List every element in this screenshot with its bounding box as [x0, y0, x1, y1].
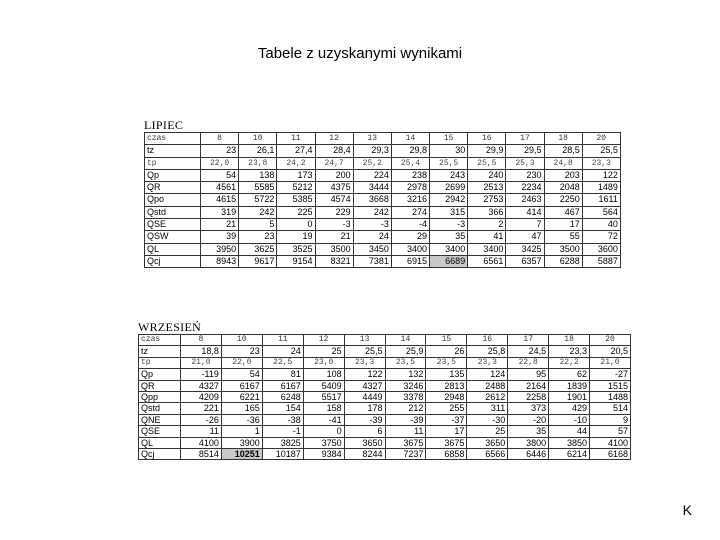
table-row [145, 255, 621, 267]
table-cell: 23,8 [239, 157, 277, 169]
table-cell: 22,2 [549, 357, 590, 368]
table-cell: 221 [181, 403, 222, 414]
table-cell: 3216 [391, 194, 429, 206]
table-cell: 23,3 [549, 346, 590, 357]
table-cell: 2942 [430, 194, 468, 206]
table-cell: 2234 [506, 182, 544, 194]
table-cell: 24 [262, 346, 303, 357]
table-row [139, 346, 631, 357]
header-cell: 18 [544, 133, 582, 145]
table-cell: 24,8 [544, 157, 582, 169]
table-cell: 17 [426, 426, 467, 437]
table-cell: 3850 [549, 437, 590, 448]
table-cell: 240 [468, 169, 506, 181]
header-cell: 11 [262, 335, 303, 346]
table-cell: 3425 [506, 243, 544, 255]
table-cell: 22,0 [221, 357, 262, 368]
table-cell: 373 [508, 403, 549, 414]
table-cell: 25,5 [582, 145, 620, 157]
table-cell: 7 [506, 219, 544, 231]
table-row [145, 157, 621, 169]
table-row [139, 414, 631, 425]
table-cell: 4574 [315, 194, 353, 206]
table-cell: 1611 [582, 194, 620, 206]
table-cell: 514 [590, 403, 631, 414]
table-cell: 3800 [508, 437, 549, 448]
table-cell: 21 [315, 231, 353, 243]
table-cell: 10251 [221, 449, 262, 460]
table-cell: 6248 [262, 392, 303, 403]
table-cell: 4375 [315, 182, 353, 194]
table-cell: 2250 [544, 194, 582, 206]
row-label: Qpp [139, 392, 181, 403]
table-cell: 3525 [277, 243, 315, 255]
table-cell: 2488 [467, 380, 508, 391]
table-cell: 6167 [262, 380, 303, 391]
table-cell: 25,2 [353, 157, 391, 169]
table-cell: 132 [385, 369, 426, 380]
header-cell: 17 [508, 335, 549, 346]
table-cell: 122 [582, 169, 620, 181]
table-cell: 30 [430, 145, 468, 157]
table-cell: 6221 [221, 392, 262, 403]
table-cell: 319 [201, 206, 239, 218]
table-cell: 242 [239, 206, 277, 218]
table-cell: 2612 [467, 392, 508, 403]
table-row [145, 231, 621, 243]
header-row [139, 335, 631, 346]
page-title: Tabele z uzyskanymi wynikami [257, 45, 463, 62]
table-cell: -3 [430, 219, 468, 231]
table-cell: 23,5 [426, 357, 467, 368]
table-cell: 19 [277, 231, 315, 243]
table-cell: 2813 [426, 380, 467, 391]
table-cell: 3825 [262, 437, 303, 448]
table-cell: 1839 [549, 380, 590, 391]
table-cell: -38 [262, 414, 303, 425]
table-cell: 138 [239, 169, 277, 181]
header-cell: 10 [221, 335, 262, 346]
table-cell: 6167 [221, 380, 262, 391]
table-cell: 6 [344, 426, 385, 437]
table-cell: 200 [315, 169, 353, 181]
table-cell: 40 [582, 219, 620, 231]
table-cell: 2513 [468, 182, 506, 194]
table-cell: 5385 [277, 194, 315, 206]
header-cell: 15 [426, 335, 467, 346]
table-cell: 315 [430, 206, 468, 218]
header-cell: 8 [181, 335, 222, 346]
row-label: Qcj [139, 449, 181, 460]
table-cell: 11 [385, 426, 426, 437]
table-cell: 29,9 [468, 145, 506, 157]
table-cell: 3668 [353, 194, 391, 206]
table-cell: 3246 [385, 380, 426, 391]
table-cell: 122 [344, 369, 385, 380]
header-cell: 20 [590, 335, 631, 346]
row-label: QSW [145, 231, 201, 243]
table-row [139, 392, 631, 403]
header-cell: 18 [549, 335, 590, 346]
table-cell: 7237 [385, 449, 426, 460]
header-cell: 8 [201, 133, 239, 145]
table-cell: 564 [582, 206, 620, 218]
table-cell: 47 [506, 231, 544, 243]
table-cell: -30 [467, 414, 508, 425]
table-cell: -1 [262, 426, 303, 437]
table-cell: 4449 [344, 392, 385, 403]
table-cell: 2164 [508, 380, 549, 391]
table-cell: 3650 [344, 437, 385, 448]
table-cell: 2753 [468, 194, 506, 206]
table-cell: 4209 [181, 392, 222, 403]
table-cell: 6561 [468, 255, 506, 267]
table-cell: 35 [508, 426, 549, 437]
table-cell: 366 [468, 206, 506, 218]
row-label: QR [139, 380, 181, 391]
table-row [145, 169, 621, 181]
table-cell: 23 [201, 145, 239, 157]
table-row [139, 369, 631, 380]
row-label: QL [145, 243, 201, 255]
table-cell: 24,2 [277, 157, 315, 169]
table-cell: 25,4 [391, 157, 429, 169]
table-cell: 2699 [430, 182, 468, 194]
table-cell: -26 [181, 414, 222, 425]
table-cell: 22,8 [508, 357, 549, 368]
header-cell: 13 [344, 335, 385, 346]
table-cell: 4615 [201, 194, 239, 206]
table-cell: 0 [277, 219, 315, 231]
table-cell: 154 [262, 403, 303, 414]
table-cell: 9154 [277, 255, 315, 267]
data-table-wrzesien [138, 334, 631, 460]
table-cell: 21,0 [590, 357, 631, 368]
table-row [145, 243, 621, 255]
row-label: tz [139, 346, 181, 357]
row-label: QL [139, 437, 181, 448]
header-cell: 14 [391, 133, 429, 145]
table-row [139, 380, 631, 391]
table-cell: 25,8 [467, 346, 508, 357]
table-cell: 3625 [239, 243, 277, 255]
row-label: tp [139, 357, 181, 368]
table-cell: 5 [239, 219, 277, 231]
header-label: czas [139, 335, 181, 346]
table-cell: -10 [549, 414, 590, 425]
table-cell: 230 [506, 169, 544, 181]
table-cell: 3500 [315, 243, 353, 255]
header-cell: 16 [468, 133, 506, 145]
table-cell: 3400 [430, 243, 468, 255]
table-cell: -3 [315, 219, 353, 231]
table-cell: 21,0 [181, 357, 222, 368]
table-cell: 8244 [344, 449, 385, 460]
table-cell: 2048 [544, 182, 582, 194]
table-cell: 25,3 [506, 157, 544, 169]
table-cell: 29,3 [353, 145, 391, 157]
table-cell: 44 [549, 426, 590, 437]
table-cell: 238 [391, 169, 429, 181]
table-cell: 4100 [181, 437, 222, 448]
table-cell: 8321 [315, 255, 353, 267]
table-cell: 6288 [544, 255, 582, 267]
table-cell: 27,4 [277, 145, 315, 157]
table-cell: 124 [467, 369, 508, 380]
table-cell: 17 [544, 219, 582, 231]
table-cell: 178 [344, 403, 385, 414]
table-cell: 224 [353, 169, 391, 181]
table-row [139, 449, 631, 460]
table-cell: 2258 [508, 392, 549, 403]
table-cell: 3675 [426, 437, 467, 448]
table-cell: -39 [344, 414, 385, 425]
table-cell: 25 [303, 346, 344, 357]
table-cell: 25 [467, 426, 508, 437]
table-cell: 23 [221, 346, 262, 357]
table-cell: 6357 [506, 255, 544, 267]
table-cell: 8943 [201, 255, 239, 267]
row-label: tz [145, 145, 201, 157]
table-cell: 173 [277, 169, 315, 181]
table-row [145, 219, 621, 231]
table-cell: -39 [385, 414, 426, 425]
table-cell: 203 [544, 169, 582, 181]
table-block-wrzesien [138, 320, 631, 460]
row-label: Qstd [145, 206, 201, 218]
table-cell: 23,3 [344, 357, 385, 368]
table-cell: 23,5 [385, 357, 426, 368]
table-cell: 3400 [391, 243, 429, 255]
table-cell: 3900 [221, 437, 262, 448]
table-cell: 311 [467, 403, 508, 414]
table-cell: 5887 [582, 255, 620, 267]
table-cell: 54 [201, 169, 239, 181]
table-cell: -27 [590, 369, 631, 380]
table-cell: 414 [506, 206, 544, 218]
table-cell: 4327 [344, 380, 385, 391]
table-cell: 243 [430, 169, 468, 181]
table-cell: -20 [508, 414, 549, 425]
table-row [145, 206, 621, 218]
table-cell: -37 [426, 414, 467, 425]
table-cell: 135 [426, 369, 467, 380]
row-label: tp [145, 157, 201, 169]
row-label: Qp [139, 369, 181, 380]
table-row [139, 426, 631, 437]
table-cell: 22,0 [201, 157, 239, 169]
table-cell: 22,5 [262, 357, 303, 368]
row-label: QR [145, 182, 201, 194]
table-cell: 26,1 [239, 145, 277, 157]
table-cell: 18,8 [181, 346, 222, 357]
row-label: Qp [145, 169, 201, 181]
table-cell: -36 [221, 414, 262, 425]
header-cell: 16 [467, 335, 508, 346]
table-cell: 29 [391, 231, 429, 243]
row-label: QSE [145, 219, 201, 231]
header-cell: 11 [277, 133, 315, 145]
table-cell: 6858 [426, 449, 467, 460]
table-cell: 9 [590, 414, 631, 425]
table-cell: -41 [303, 414, 344, 425]
table-cell: 255 [426, 403, 467, 414]
table-cell: 28,5 [544, 145, 582, 157]
table-cell: 5212 [277, 182, 315, 194]
table-cell: 4327 [181, 380, 222, 391]
table-cell: 1901 [549, 392, 590, 403]
row-label: Qpo [145, 194, 201, 206]
data-table-lipiec [144, 132, 621, 268]
table-cell: 1488 [590, 392, 631, 403]
table-cell: 6168 [590, 449, 631, 460]
table-cell: 5585 [239, 182, 277, 194]
table-cell: 165 [221, 403, 262, 414]
table-cell: 9617 [239, 255, 277, 267]
table-cell: 5722 [239, 194, 277, 206]
table-cell: 2948 [426, 392, 467, 403]
table-cell: 29,5 [506, 145, 544, 157]
table-title: LIPIEC [144, 118, 184, 132]
table-cell: 2978 [391, 182, 429, 194]
table-cell: 55 [544, 231, 582, 243]
table-title: WRZESIEŃ [138, 320, 202, 334]
header-cell: 10 [239, 133, 277, 145]
table-cell: 57 [590, 426, 631, 437]
row-label: Qcj [145, 255, 201, 267]
header-cell: 17 [506, 133, 544, 145]
table-cell: 5517 [303, 392, 344, 403]
table-cell: 41 [468, 231, 506, 243]
table-cell: 23,3 [467, 357, 508, 368]
table-cell: 3750 [303, 437, 344, 448]
table-cell: 8514 [181, 449, 222, 460]
table-cell: 2463 [506, 194, 544, 206]
table-cell: 62 [549, 369, 590, 380]
table-cell: 29,8 [391, 145, 429, 157]
table-cell: 54 [221, 369, 262, 380]
table-cell: 3650 [467, 437, 508, 448]
table-cell: 81 [262, 369, 303, 380]
table-cell: 25,5 [344, 346, 385, 357]
table-cell: 21 [201, 219, 239, 231]
table-cell: 274 [391, 206, 429, 218]
table-cell: 24,7 [315, 157, 353, 169]
table-cell: 24,5 [508, 346, 549, 357]
table-cell: 28,4 [315, 145, 353, 157]
table-cell: 25,5 [430, 157, 468, 169]
table-row [139, 357, 631, 368]
table-cell: 6214 [549, 449, 590, 460]
header-cell: 14 [385, 335, 426, 346]
table-cell: 6446 [508, 449, 549, 460]
table-cell: 108 [303, 369, 344, 380]
table-cell: 25,9 [385, 346, 426, 357]
table-cell: 10187 [262, 449, 303, 460]
table-cell: 3444 [353, 182, 391, 194]
header-row [145, 133, 621, 145]
table-cell: 23,3 [582, 157, 620, 169]
table-cell: 3450 [353, 243, 391, 255]
table-cell: 26 [426, 346, 467, 357]
header-label: czas [145, 133, 201, 145]
table-cell: 20,5 [590, 346, 631, 357]
table-cell: 3400 [468, 243, 506, 255]
table-cell: -4 [391, 219, 429, 231]
header-cell: 13 [353, 133, 391, 145]
table-cell: 35 [430, 231, 468, 243]
table-cell: 1515 [590, 380, 631, 391]
table-cell: -3 [353, 219, 391, 231]
table-cell: 39 [201, 231, 239, 243]
table-cell: 2 [468, 219, 506, 231]
table-row [139, 403, 631, 414]
header-cell: 20 [582, 133, 620, 145]
table-cell: 4100 [590, 437, 631, 448]
table-cell: 9384 [303, 449, 344, 460]
row-label: QSE [139, 426, 181, 437]
table-cell: 1489 [582, 182, 620, 194]
table-cell: 95 [508, 369, 549, 380]
header-cell: 12 [303, 335, 344, 346]
table-cell: 0 [303, 426, 344, 437]
table-cell: 23,0 [303, 357, 344, 368]
table-cell: -119 [181, 369, 222, 380]
table-cell: 7381 [353, 255, 391, 267]
table-cell: 1 [221, 426, 262, 437]
footer-mark: K [682, 502, 692, 518]
table-cell: 429 [549, 403, 590, 414]
table-cell: 3378 [385, 392, 426, 403]
table-cell: 25,5 [468, 157, 506, 169]
table-cell: 72 [582, 231, 620, 243]
table-cell: 212 [385, 403, 426, 414]
header-cell: 12 [315, 133, 353, 145]
table-cell: 6689 [430, 255, 468, 267]
row-label: Qstd [139, 403, 181, 414]
table-row [145, 182, 621, 194]
table-cell: 467 [544, 206, 582, 218]
table-cell: 23 [239, 231, 277, 243]
table-cell: 4561 [201, 182, 239, 194]
table-cell: 229 [315, 206, 353, 218]
table-cell: 158 [303, 403, 344, 414]
header-cell: 15 [430, 133, 468, 145]
table-cell: 5409 [303, 380, 344, 391]
table-cell: 3950 [201, 243, 239, 255]
table-row [145, 194, 621, 206]
table-cell: 6915 [391, 255, 429, 267]
table-cell: 11 [181, 426, 222, 437]
table-cell: 3675 [385, 437, 426, 448]
row-label: QNE [139, 414, 181, 425]
table-cell: 3500 [544, 243, 582, 255]
table-cell: 225 [277, 206, 315, 218]
table-row [139, 437, 631, 448]
table-cell: 6566 [467, 449, 508, 460]
table-block-lipiec [144, 118, 621, 268]
table-cell: 24 [353, 231, 391, 243]
table-row [145, 145, 621, 157]
table-cell: 242 [353, 206, 391, 218]
table-cell: 3600 [582, 243, 620, 255]
